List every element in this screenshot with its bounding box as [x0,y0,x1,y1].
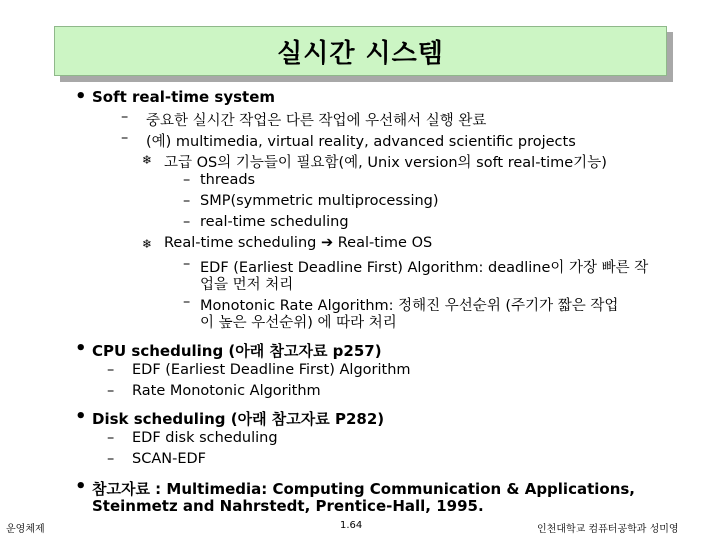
footer-page-number: 1.64 [340,520,363,531]
sub-item: – EDF disk scheduling [107,430,278,446]
snowflake-icon: ❄ [142,153,153,167]
footer-author: 인천대학교 컴퓨터공학과 성미영 [537,524,679,535]
detail-item: – EDF (Earliest Deadline First) Algorithm: deadline이 가장 빠른 작 [183,256,649,276]
page-title: 실시간 시스템 [277,38,444,69]
bullet-cpu-scheduling: • CPU scheduling (아래 참고자료 p257) [92,340,382,361]
detail-item-continued: 업을 먼저 처리 [200,277,294,293]
detail-item: – SMP(symmetric multiprocessing) [183,193,439,209]
sub-item: – 중요한 실시간 작업은 다른 작업에 우선해서 실행 완료 [121,109,487,129]
bullet-soft-realtime: • Soft real-time system [92,88,275,106]
detail-item-continued: 이 높은 우선순위) 에 따라 처리 [200,315,397,331]
arrow-icon: ➔ [320,235,334,251]
sub-item: – EDF (Earliest Deadline First) Algorithm [107,362,411,378]
sub-item: – SCAN-EDF [107,451,206,467]
title-box [54,26,667,76]
detail-item: – threads [183,172,256,188]
sub-sub-item: ❄ Real-time scheduling ➔ Real-time OS [142,235,433,251]
sub-item: – (예) multimedia, virtual reality, advanced scientific projects [121,130,576,150]
reference-line-2: Steinmetz and Nahrstedt, Prentice-Hall, 1995. [92,497,484,515]
bullet-reference: • 참고자료 : Multimedia: Computing Communication & Applications, [92,478,635,499]
detail-item: – real-time scheduling [183,214,349,230]
bullet-disk-scheduling: • Disk scheduling (아래 참고자료 P282) [92,408,384,429]
footer-course: 운영체제 [6,524,45,535]
detail-item: – Monotonic Rate Algorithm: 정해진 우선순위 (주기가 짧은 작업 [183,294,619,314]
sub-sub-item: ❄ 고급 OS의 기능들이 필요함(예, Unix version의 soft real-time기능) [142,153,607,171]
sub-item: – Rate Monotonic Algorithm [107,383,321,399]
snowflake-icon: ❄ [142,237,153,251]
